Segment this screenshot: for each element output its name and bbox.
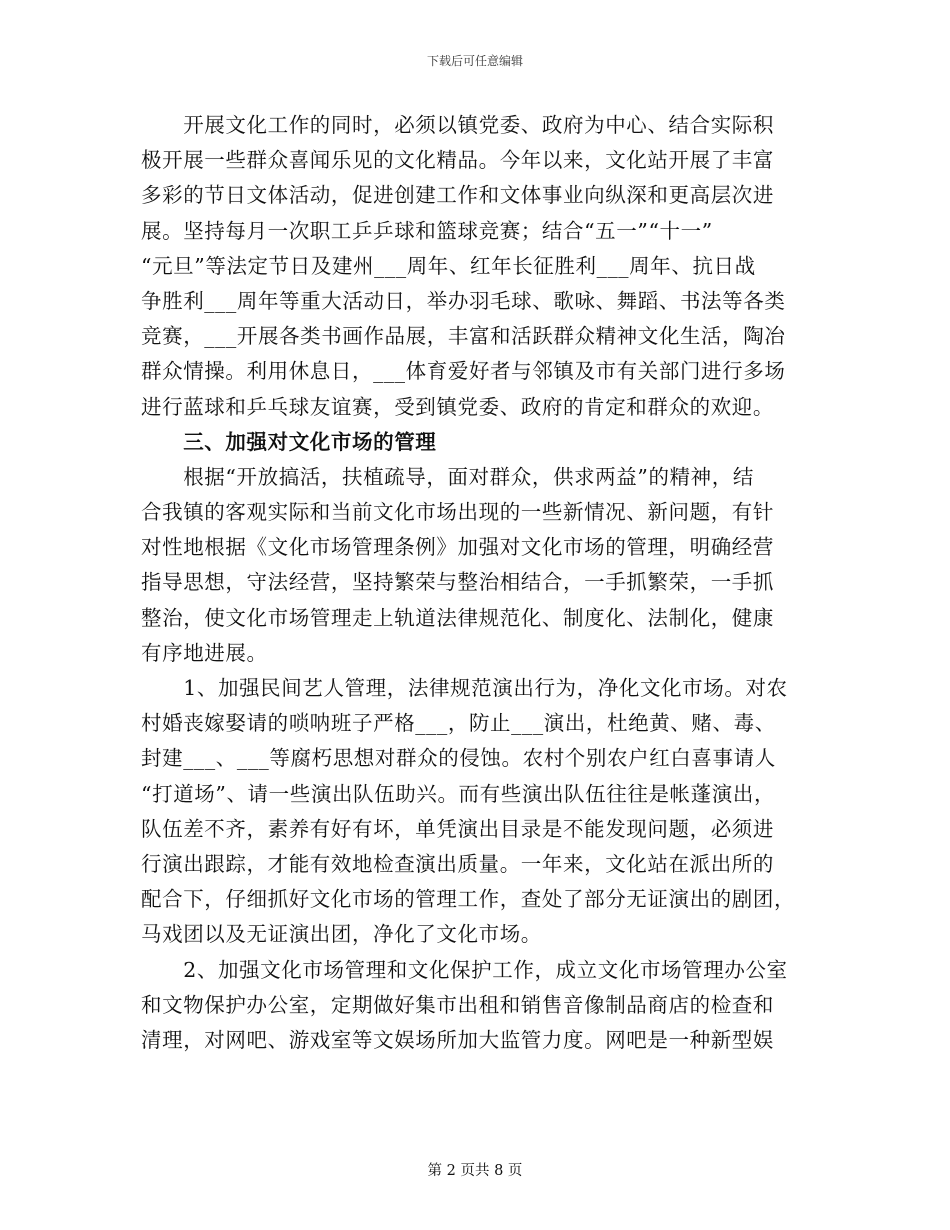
text-line: 和文物保护办公室，定期做好集市出租和销售音像制品商店的检查和 (141, 992, 774, 1017)
text-line: 极开展一些群众喜闻乐见的文化精品。今年以来，文化站开展了丰富 (141, 148, 774, 173)
text-line: 村婚丧嫁娶请的唢呐班子严格___，防止___演出，杜绝黄、赌、毒、 (141, 711, 776, 736)
text-line: 队伍差不齐，素养有好有坏，单凭演出目录是不能发现问题，必须进 (141, 816, 774, 841)
text-line: 对性地根据《文化市场管理条例》加强对文化市场的管理，明确经营 (141, 535, 774, 560)
text-line: 争胜利___周年等重大活动日，举办羽毛球、歌咏、舞蹈、书法等各类 (141, 288, 786, 313)
text-line: 行演出跟踪，才能有效地检查演出质量。一年来，文化站在派出所的 (141, 851, 774, 876)
text-line: 群众情操。利用休息日，___体育爱好者与邻镇及市有关部门进行多场 (141, 359, 786, 384)
text-line: “打道场”、请一些演出队伍助兴。而有些演出队伍往往是帐蓬演出， (141, 781, 776, 806)
text-line: 合我镇的客观实际和当前文化市场出现的一些新情况、新问题，有针 (141, 500, 774, 525)
text-line: 封建___、___等腐朽思想对群众的侵蚀。农村个别农户红白喜事请人 (141, 746, 776, 771)
text-line: 2、加强文化市场管理和文化保护工作，成立文化市场管理办公室 (141, 957, 788, 982)
text-line: 清理，对网吧、游戏室等文娱场所加大监管力度。网吧是一种新型娱 (141, 1027, 774, 1052)
text-line: 展。坚持每月一次职工乒乒球和篮球竞赛；结合“五一”“十一” (141, 218, 713, 243)
text-line: 进行蓝球和乒乓球友谊赛，受到镇党委、政府的肯定和群众的欢迎。 (141, 394, 774, 419)
text-line: 开展文化工作的同时，必须以镇党委、政府为中心、结合实际积 (141, 113, 774, 137)
text-line: 配合下，仔细抓好文化市场的管理工作，查处了部分无证演出的剧团， (141, 887, 796, 912)
text-line: 整治，使文化市场管理走上轨道法律规范化、制度化、法制化，健康 (141, 605, 774, 630)
document-body (141, 108, 803, 1058)
page-header: 下载后可任意编辑 (426, 54, 523, 68)
section-heading: 三、加强对文化市场的管理 (141, 429, 437, 454)
text-line: 竞赛，___开展各类书画作品展，丰富和活跃群众精神文化生活，陶冶 (141, 324, 786, 349)
text-line: 指导思想，守法经营，坚持繁荣与整治相结合，一手抓繁荣，一手抓 (141, 570, 774, 595)
text-line: “元旦”等法定节日及建州___周年、红年长征胜利___周年、抗日战 (141, 253, 756, 278)
page-number-footer: 第 2 页共 8 页 (427, 1163, 523, 1179)
text-line: 有序地进展。 (141, 640, 268, 665)
text-line: 马戏团以及无证演出团，净化了文化市场。 (141, 922, 542, 947)
text-line: 根据“开放搞活，扶植疏导，面对群众，供求两益”的精神，结 (141, 464, 754, 489)
text-line: 多彩的节日文体活动，促进创建工作和文体事业向纵深和更高层次进 (141, 183, 774, 208)
text-line: 1、加强民间艺人管理，法律规范演出行为，净化文化市场。对农 (141, 676, 788, 700)
